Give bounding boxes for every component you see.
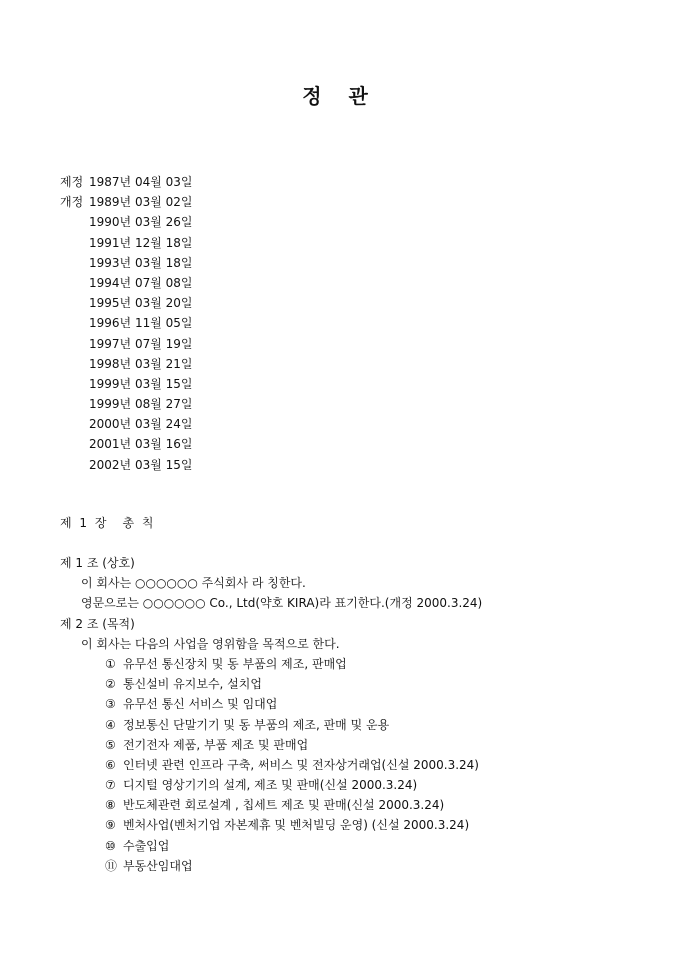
history-line	[60, 394, 192, 414]
history-line	[60, 273, 192, 293]
list-item	[60, 735, 482, 755]
history-date: 1996년 11월 05일	[89, 316, 193, 331]
history-line	[60, 354, 192, 374]
history-date: 1993년 03월 18일	[89, 255, 193, 270]
document-title: 정 관	[302, 84, 378, 108]
item-number: ⑦	[105, 778, 116, 793]
article-2-intro: 이 회사는 다음의 사업을 영위함을 목적으로 한다.	[81, 636, 340, 651]
list-item	[60, 694, 482, 714]
history-line	[60, 192, 192, 212]
history-label: 제정	[60, 175, 84, 189]
history-line	[60, 313, 192, 333]
item-text: 정보통신 단말기기 및 동 부품의 제조, 판매 및 운용	[123, 717, 390, 732]
item-text: 벤처사업(벤처기업 자본제휴 및 벤처빌딩 운영) (신설 2000.3.24)	[123, 818, 470, 833]
history-line	[60, 212, 192, 232]
item-number: ⑨	[105, 818, 116, 833]
history-line	[60, 293, 192, 313]
history-date: 1997년 07월 19일	[89, 336, 193, 351]
history-line	[60, 414, 192, 434]
item-text: 인터넷 관련 인프라 구축, 써비스 및 전자상거래업(신설 2000.3.24)	[123, 757, 479, 772]
item-text: 유무선 통신장치 및 동 부품의 제조, 판매업	[123, 656, 347, 671]
history-date: 1999년 03월 15일	[89, 376, 193, 391]
history-line	[60, 334, 192, 354]
article-2-heading: 제 2 조 (목적)	[60, 616, 135, 631]
history-line	[60, 253, 192, 273]
history-date: 1987년 04월 03일	[89, 175, 193, 189]
list-item	[60, 755, 482, 775]
list-item	[60, 715, 482, 735]
item-number: ⑪	[105, 858, 118, 873]
item-number: ⑧	[105, 798, 116, 813]
item-text: 수출입업	[123, 838, 170, 853]
revision-history	[60, 172, 192, 475]
article-1-heading: 제 1 조 (상호)	[60, 556, 135, 570]
item-text: 유무선 통신 서비스 및 임대업	[123, 697, 278, 712]
item-text: 통신설비 유지보수, 설치업	[123, 677, 262, 692]
articles	[60, 553, 482, 876]
history-date: 1991년 12월 18일	[89, 235, 193, 250]
item-number: ⑤	[105, 737, 116, 752]
history-date: 1999년 08월 27일	[89, 397, 193, 412]
history-label: 개정	[60, 195, 84, 210]
history-line	[60, 233, 192, 253]
history-date: 1989년 03월 02일	[89, 195, 193, 210]
list-item	[60, 654, 482, 674]
list-item	[60, 674, 482, 694]
history-line	[60, 455, 192, 475]
history-date: 1998년 03월 21일	[89, 356, 193, 371]
item-number: ②	[105, 677, 116, 692]
item-number: ⑥	[105, 757, 116, 772]
chapter-number: 제 1 장	[60, 516, 109, 530]
history-date: 1994년 07월 08일	[89, 275, 193, 290]
history-date: 1995년 03월 20일	[89, 296, 193, 311]
item-number: ④	[105, 717, 116, 732]
history-line	[60, 172, 192, 192]
chapter-heading	[60, 514, 155, 531]
history-line	[60, 434, 192, 454]
list-item	[60, 836, 482, 856]
item-text: 부동산임대업	[123, 858, 193, 873]
history-line	[60, 374, 192, 394]
history-date: 1990년 03월 26일	[89, 215, 193, 230]
item-text: 디지털 영상기기의 설계, 제조 및 판매(신설 2000.3.24)	[123, 778, 418, 793]
item-number: ①	[105, 656, 116, 671]
list-item	[60, 795, 482, 815]
chapter-name: 총 칙	[122, 516, 156, 530]
item-text: 전기전자 제품, 부품 제조 및 판매업	[123, 737, 309, 752]
item-number: ③	[105, 697, 116, 712]
history-date: 2002년 03월 15일	[89, 457, 193, 472]
list-item	[60, 815, 482, 835]
item-number: ⑩	[105, 838, 116, 853]
article-1-line: 이 회사는 ○○○○○○ 주식회사 라 칭한다.	[81, 576, 306, 591]
item-text: 반도체관련 회로설계 , 칩세트 제조 및 판매(신설 2000.3.24)	[123, 798, 445, 813]
list-item	[60, 775, 482, 795]
history-date: 2000년 03월 24일	[89, 417, 193, 432]
article-1-line: 영문으로는 ○○○○○○ Co., Ltd(약호 KIRA)라 표기한다.(개정 2000.3.24)	[81, 596, 483, 611]
list-item	[60, 856, 482, 876]
history-date: 2001년 03월 16일	[89, 437, 193, 452]
